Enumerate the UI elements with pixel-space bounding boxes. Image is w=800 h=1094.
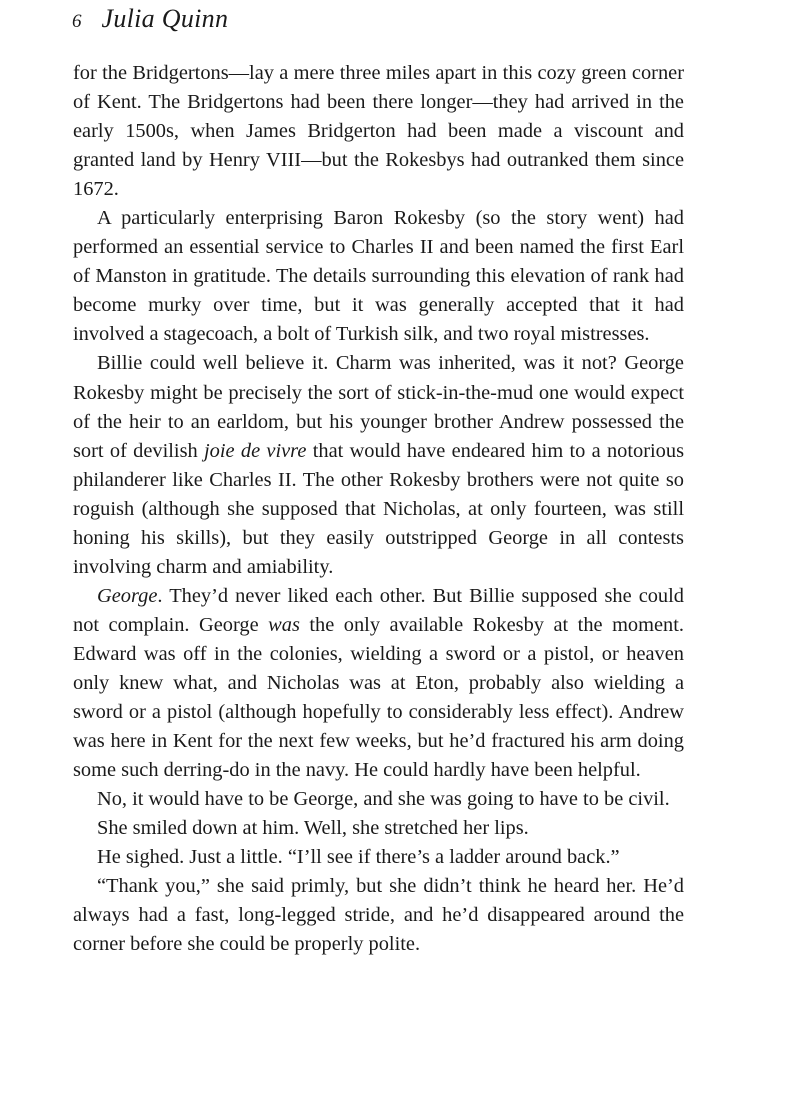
body-text [73,59,684,959]
text-segment: . They’d never liked each other. But Billie supposed she could not complain. George [73,584,684,636]
paragraph [73,843,684,872]
text-segment: “Thank you,” she said primly, but she didn’t think he heard her. He’d always had a fast, long-legged stride, and he’d disappeared around the corner before she could be properly polite. [73,875,684,956]
text-segment: No, it would have to be George, and she was going to have to be civil. [97,788,670,811]
italic-text: joie de vivre [204,439,307,462]
text-segment: that would have endeared him to a notorious philanderer like Charles II. The other Rokesby brothers were not quite so roguish (although she supposed that Nicholas, at only fourteen, was still honing his skills), but they easily outstripped George in all contests involving charm and amiability. [73,439,685,578]
paragraph [73,349,684,581]
paragraph [73,814,684,843]
page-number: 6 [72,11,82,32]
text-segment: A particularly enterprising Baron Rokesby (so the story went) had performed an essential service to Charles II and been named the first Earl of Manston in gratitude. The details surrounding this elevation of rank had become murky over time, but it was generally accepted that it had involved a stagecoach, a bolt of Turkish silk, and two royal mistresses. [73,207,684,346]
text-segment: for the Bridgertons—lay a mere three miles apart in this cozy green corner of Kent. The Bridgertons had been there longer—they had arrived in the early 1500s, when James Bridgerton had been made a viscount and granted land by Henry VIII—but the Rokesbys had outranked them since 1672. [73,62,684,201]
running-author-name: Julia Quinn [101,4,229,33]
text-segment: He sighed. Just a little. “I’ll see if there’s a ladder around back.” [97,846,620,869]
paragraph [73,59,684,204]
text-segment: the only available Rokesby at the moment. Edward was off in the colonies, wielding a sword or a pistol, or heaven only knew what, and Nicholas was at Eton, probably also wielding a sword or a pistol (although hopefully to considerably less effect). Andrew was here in Kent for the next few weeks, but he’d fractured his arm doing some such derring-do in the navy. He could hardly have been helpful. [73,613,684,782]
running-header [72,4,228,44]
paragraph [73,204,684,349]
italic-text: George [97,584,158,607]
paragraph [73,582,684,785]
italic-text: was [268,613,300,636]
paragraph [73,785,684,814]
paragraph [73,872,684,959]
text-segment: She smiled down at him. Well, she stretched her lips. [97,817,529,840]
text-segment: Billie could well believe it. Charm was inherited, was it not? George Rokesby might be precisely the sort of stick-in-the-mud one would expect of the heir to an earldom, but his younger brother Andrew possessed the sort of devilish [73,352,684,462]
